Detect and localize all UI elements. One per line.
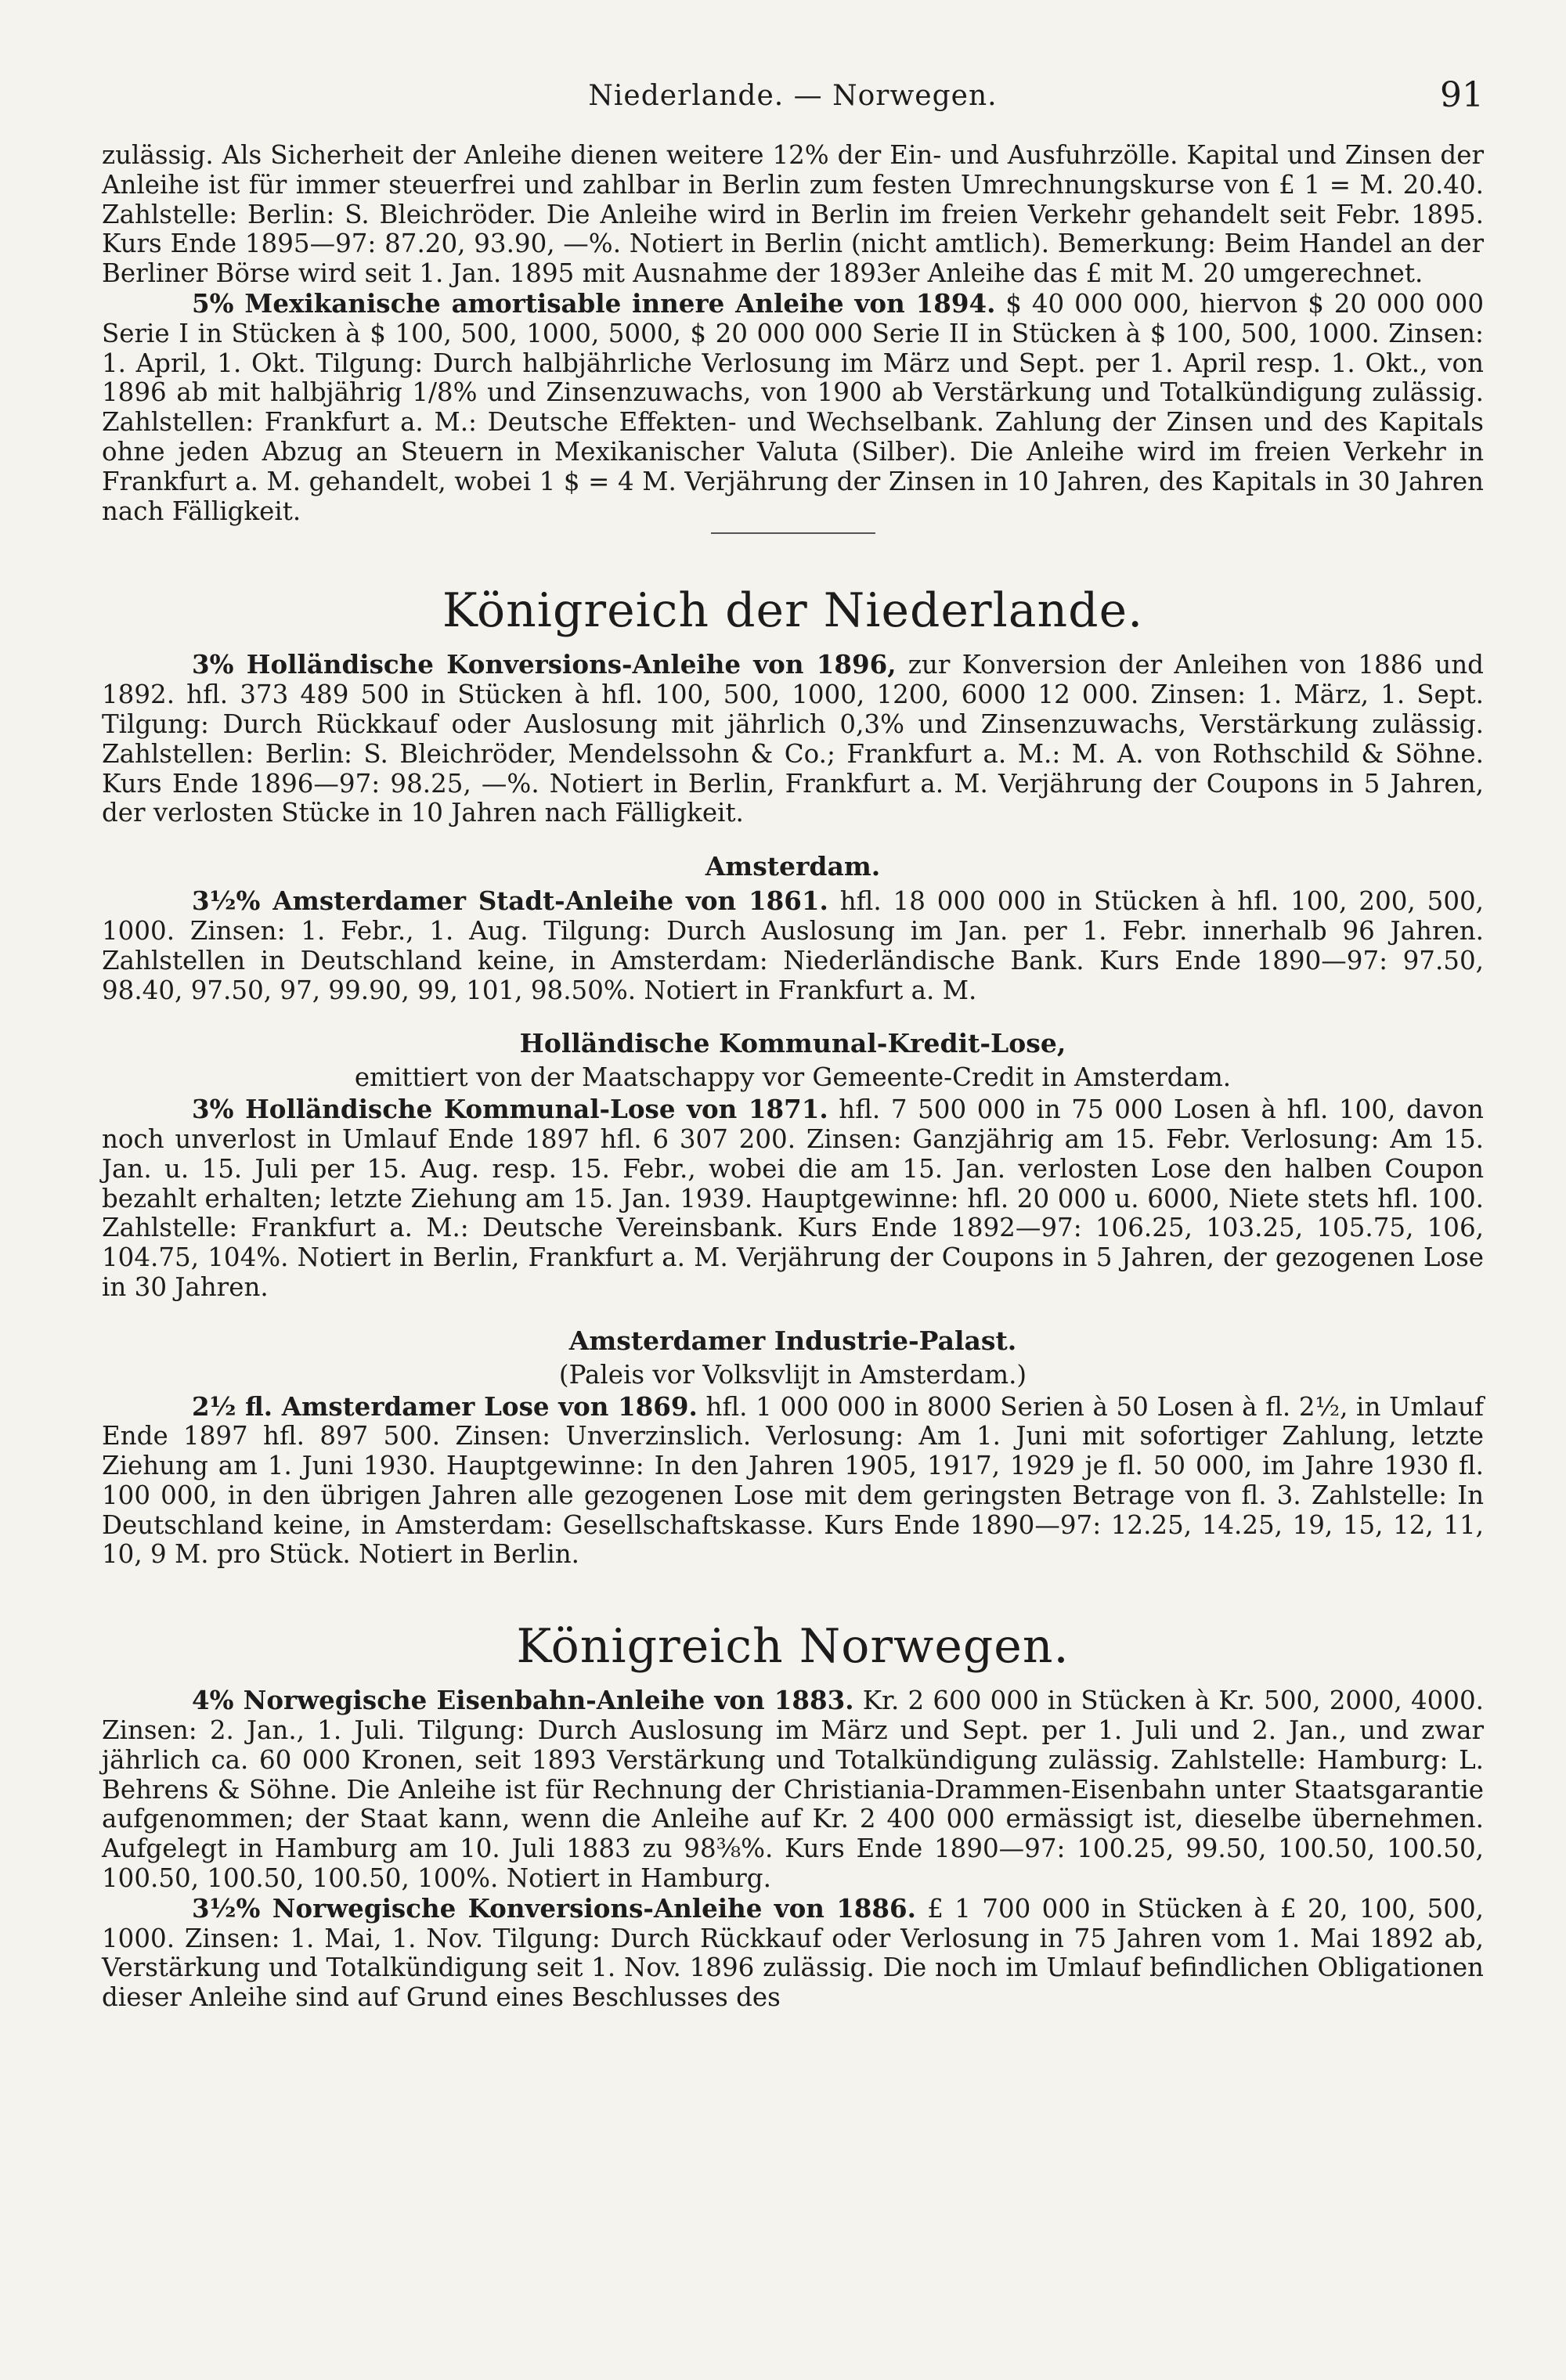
- section-heading-norwegen: Königreich Norwegen.: [516, 1619, 1070, 1675]
- entry-kommunal-lose: [102, 1094, 1484, 1303]
- entry-eisenbahn-anleihe: [102, 1686, 1484, 1894]
- subheading-kommunal-kredit-lose: Holländische Kommunal-Kredit-Lose,: [519, 1028, 1066, 1059]
- subheading-industrie-palast: Amsterdamer Industrie-Palast.: [568, 1325, 1017, 1356]
- running-header: [102, 72, 1484, 127]
- entry-norwegische-konversions-anleihe: [102, 1894, 1484, 2013]
- section-divider: [711, 532, 875, 534]
- entry-title: 3% Holländische Kommunal-Lose von 1871.: [192, 1094, 828, 1125]
- entry-body: hfl. 1 000 000 in 8000 Serien à 50 Losen à fl. 2½, in Umlauf Ende 1897 hfl. 897 500. Zinsen: Unverzinslich. Verlosung: Am 1. Juni mit sofortiger Zahlung, letzte Ziehung am 1. Juni 1930. Hauptgewinne: In den Jahren 1905, 1917, 1929 je fl. 50 000, im Jahre 1930 fl. 100 000, in den übrigen Jahren alle gezogenen Lose mit dem geringsten Betrage von fl. 3. Zahlstelle: In Deutschland keine, in Amsterdam: Gesellschaftskasse. Kurs Ende 1890—97: 12.25, 14.25, 19, 15, 12, 11, 10, 9 M. pro Stück. Notiert in Berlin.: [102, 1391, 1484, 1570]
- entry-body: zur Konversion der Anleihen von 1886 und 1892. hfl. 373 489 500 in Stücken à hfl. 100, 500, 1000, 1200, 6000 12 000. Zinsen: 1. März, 1. Sept. Tilgung: Durch Rückkauf oder Auslosung mit jährlich 0,3% und Zinsenzuwachs, Verstärkung zulässig. Zahlstellen: Berlin: S. Bleichröder, Mendelssohn & Co.; Frankfurt a. M.: M. A. von Rothschild & Söhne. Kurs Ende 1896—97: 98.25, —%. Notiert in Berlin, Frankfurt a. M. Verjährung der Coupons in 5 Jahren, der verlosten Stücke in 10 Jahren nach Fälligkeit.: [102, 650, 1484, 828]
- entry-body: £ 1 700 000 in Stücken à £ 20, 100, 500, 1000. Zinsen: 1. Mai, 1. Nov. Tilgung: Durch Rückkauf oder Verlosung in 75 Jahren vom 1. Mai 1892 ab, Verstärkung und Totalkündigung seit 1. Nov. 1896 zulässig. Die noch im Umlauf befindlichen Obligationen dieser Anleihe sind auf Grund eines Beschlusses des: [102, 1893, 1484, 2013]
- entry-title: 3½% Amsterdamer Stadt-Anleihe von 1861.: [192, 885, 828, 917]
- entry-title: 5% Mexikanische amortisable innere Anleihe von 1894.: [192, 287, 996, 319]
- entry-body: hfl. 18 000 000 in Stücken à hfl. 100, 200, 500, 1000. Zinsen: 1. Febr., 1. Aug. Tilgung: Durch Auslosung im Jan. per 1. Febr. innerhalb 96 Jahren. Zahlstellen in Deutschland keine, in Amsterdam: Niederländische Bank. Kurs Ende 1890—97: 97.50, 98.40, 97.50, 97, 99.90, 99, 101, 98.50%. Notiert in Frankfurt a. M.: [102, 886, 1485, 1005]
- subheading-kommunal-note: emittiert von der Maatschappy vor Gemeente-Credit in Amsterdam.: [354, 1062, 1232, 1093]
- entry-konversions-anleihe: [102, 650, 1484, 828]
- entry-amsterdamer-lose: [102, 1392, 1484, 1570]
- entry-body: $ 40 000 000, hiervon $ 20 000 000 Serie I in Stücken à $ 100, 500, 1000, 5000, $ 20 000 000 Serie II in Stücken à $ 100, 500, 1000. Zinsen: 1. April, 1. Okt. Tilgung: Durch halbjährliche Verlosung im März und Sept. per 1. April resp. 1. Okt., von 1896 ab mit halbjährig 1/8% und Zinsenzuwachs, von 1900 ab Verstärkung und Totalkündigung zulässig. Zahlstellen: Frankfurt a. M.: Deutsche Effekten- und Wechselbank. Zahlung der Zinsen und des Kapitals ohne jeden Abzug an Steuern in Mexikanischer Valuta (Silber). Die Anleihe wird im freien Verkehr in Frankfurt a. M. gehandelt, wobei 1 $ = 4 M. Verjährung der Zinsen in 10 Jahren, des Kapitals in 30 Jahren nach Fälligkeit.: [102, 288, 1484, 526]
- subheading-industrie-note: (Paleis vor Volksvlijt in Amsterdam.): [558, 1359, 1027, 1390]
- entry-title: 3% Holländische Konversions-Anleihe von 1896,: [192, 649, 897, 680]
- entry-body: hfl. 7 500 000 in 75 000 Losen à hfl. 100, davon noch unverlost in Umlauf Ende 1897 hfl. 6 307 200. Zinsen: Ganzjährig am 15. Febr. Verlosung: Am 15. Jan. u. 15. Juli per 15. Aug. resp. 15. Febr., wobei die am 15. Jan. verlosten Lose den halben Coupon bezahlt erhalten; letzte Ziehung am 15. Jan. 1939. Hauptgewinne: hfl. 20 000 u. 6000, Niete stets hfl. 100. Zahlstelle: Frankfurt a. M.: Deutsche Vereinsbank. Kurs Ende 1892—97: 106.25, 103.25, 105.75, 106, 104.75, 104%. Notiert in Berlin, Frankfurt a. M. Verjährung der Coupons in 5 Jahren, der gezogenen Lose in 30 Jahren.: [102, 1094, 1484, 1302]
- entry-stadt-anleihe: [102, 886, 1484, 1005]
- running-title: Niederlande. — Norwegen.: [588, 80, 998, 112]
- paragraph-continued: zulässig. Als Sicherheit der Anleihe dienen weitere 12% der Ein- und Ausfuhrzölle. Kapital und Zinsen der Anleihe ist für immer steuerfrei und zahlbar in Berlin zum festen Umrechnungskurse von £ 1 = M. 20.40. Zahlstelle: Berlin: S. Bleichröder. Die Anleihe wird in Berlin im freien Verkehr gehandelt seit Febr. 1895. Kurs Ende 1895—97: 87.20, 93.90, —%. Notiert in Berlin (nicht amtlich). Bemerkung: Beim Handel an der Berliner Börse wird seit 1. Jan. 1895 mit Ausnahme der 1893er Anleihe das £ mit M. 20 umgerechnet.: [102, 140, 1484, 289]
- section-heading-niederlande: Königreich der Niederlande.: [442, 583, 1144, 639]
- entry-mexikanische-anleihe: [102, 289, 1484, 526]
- entry-title: 4% Norwegische Eisenbahn-Anleihe von 1883.: [192, 1685, 854, 1716]
- page-body: [102, 141, 1484, 2013]
- entry-title: 3½% Norwegische Konversions-Anleihe von 1886.: [192, 1892, 916, 1924]
- entry-body: Kr. 2 600 000 in Stücken à Kr. 500, 2000, 4000. Zinsen: 2. Jan., 1. Juli. Tilgung: Durch Auslosung im März und Sept. per 1. Juli und 2. Jan., und zwar jährlich ca. 60 000 Kronen, seit 1893 Verstärkung und Totalkündigung zulässig. Zahlstelle: Hamburg: L. Behrens & Söhne. Die Anleihe ist für Rechnung der Christiania-Drammen-Eisenbahn unter Staatsgarantie aufgenommen; der Staat kann, wenn die Anleihe auf Kr. 2 400 000 ermässigt ist, dieselbe übernehmen. Aufgelegt in Hamburg am 10. Juli 1883 zu 98⅜%. Kurs Ende 1890—97: 100.25, 99.50, 100.50, 100.50, 100.50, 100.50, 100.50, 100%. Notiert in Hamburg.: [102, 1686, 1484, 1894]
- page-number: 91: [1440, 75, 1484, 115]
- entry-title: 2½ fl. Amsterdamer Lose von 1869.: [192, 1390, 698, 1422]
- subheading-amsterdam: Amsterdam.: [705, 851, 881, 882]
